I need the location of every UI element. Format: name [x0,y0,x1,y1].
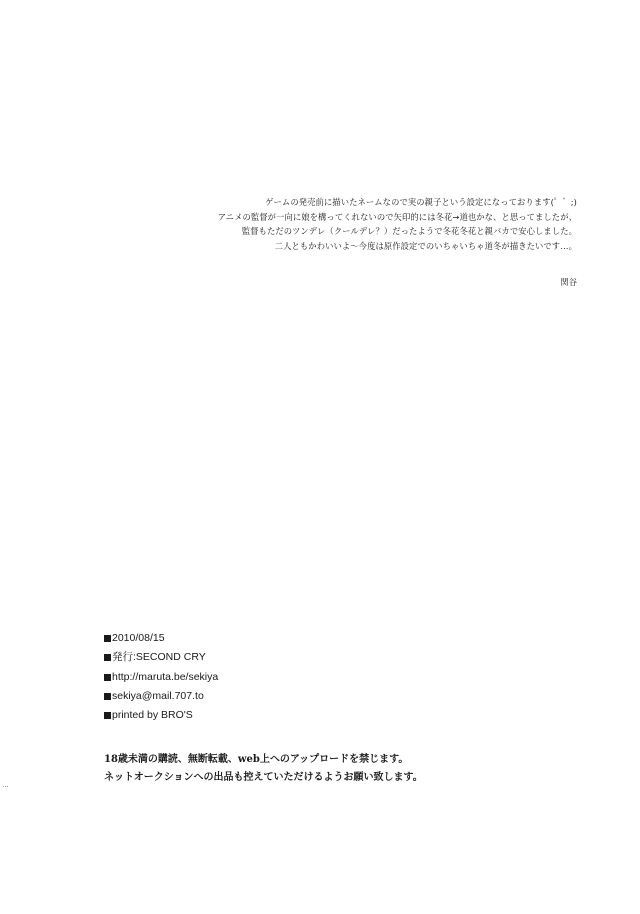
square-bullet-icon [104,712,111,719]
colophon-publisher [104,648,218,667]
afterword-line: アニメの監督が一向に娘を構ってくれないので矢印的には冬花→道也かな、と思ってましたが、 [217,211,577,222]
copyright-warning [104,751,423,786]
author-signature: 関谷 [560,277,577,287]
colophon-email-text: sekiya@mail.707.to [112,689,204,702]
colophon-date-text: 2010/08/15 [112,632,165,644]
afterword-line: ゲームの発売前に描いたネームなので実の親子という設定になっております(゜゛;) [265,197,577,207]
colophon-date [104,629,218,648]
colophon-website-text: http://maruta.be/sekiya [112,670,219,683]
colophon [104,629,218,725]
square-bullet-icon [104,674,111,681]
scan-speck [3,786,8,789]
colophon-printer [104,706,218,725]
square-bullet-icon [104,654,111,661]
afterword-line: 監督もただのツンデレ（クールデレ？）だったようで冬花冬花と親バカで安心しました。 [241,226,577,237]
warning-line: ネットオークションへの出品も控えていただけるようお願い致します。 [104,771,423,783]
afterword-line: 二人ともかわいいよ〜今度は原作設定でのいちゃいちゃ道冬が描きたいです…。 [274,241,577,252]
colophon-printer-text: printed by BRO'S [112,709,193,722]
afterword-note [218,195,577,254]
square-bullet-icon [104,693,111,700]
colophon-publisher-text: 発行:SECOND CRY [112,651,206,664]
colophon-website [104,668,218,687]
warning-line: 18歳未満の購読、無断転載、web上へのアップロードを禁じます。 [104,754,409,765]
square-bullet-icon [104,635,111,642]
colophon-email [104,687,218,706]
